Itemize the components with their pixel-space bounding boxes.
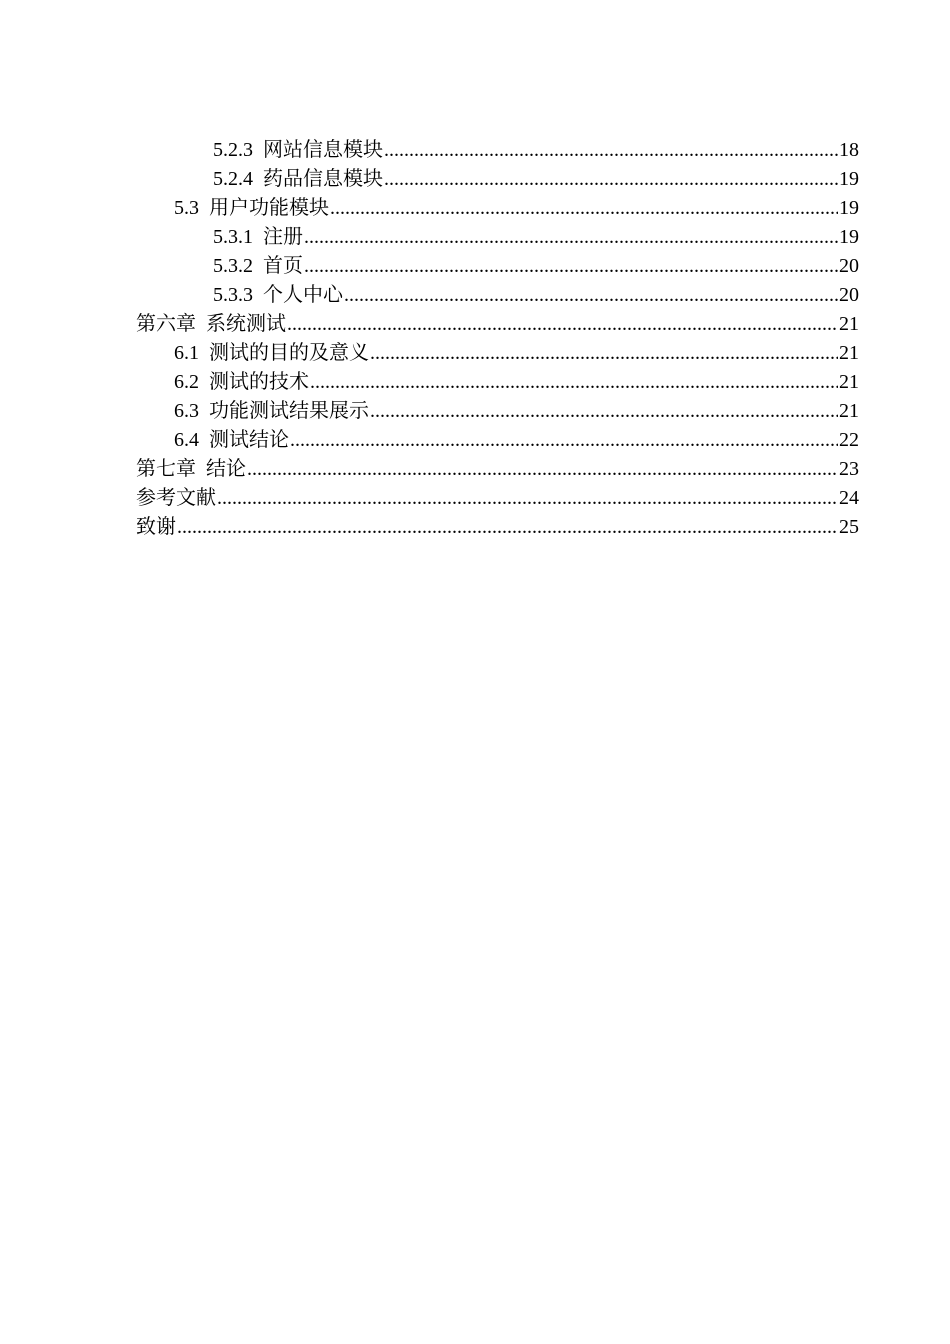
toc-entry-acknowledgements[interactable] [0, 513, 950, 542]
toc-page-number: 19 [839, 168, 859, 190]
toc-entry-title: 5.2.3 网站信息模块 [213, 139, 383, 161]
toc-entry-title: 5.2.4 药品信息模块 [213, 168, 383, 190]
toc-entry-title: 6.3 功能测试结果展示 [174, 400, 369, 422]
toc-dot-leader [384, 136, 838, 165]
toc-page-number: 18 [839, 139, 859, 161]
toc-entry-chapter-6[interactable] [0, 310, 950, 339]
toc-entry-6-4[interactable] [0, 426, 950, 455]
toc-entry-title: 参考文献 [136, 487, 216, 509]
toc-entry-6-3[interactable] [0, 397, 950, 426]
toc-entry-5-2-4[interactable] [0, 165, 950, 194]
toc-entry-5-2-3[interactable] [0, 136, 950, 165]
toc-dot-leader [370, 397, 838, 426]
toc-dot-leader [287, 310, 838, 339]
toc-entry-6-2[interactable] [0, 368, 950, 397]
toc-entry-title: 5.3.2 首页 [213, 255, 303, 277]
toc-page-number: 20 [839, 255, 859, 277]
toc-page-number: 25 [839, 516, 859, 538]
toc-entry-title: 第七章 结论 [136, 458, 246, 480]
toc-entry-5-3[interactable] [0, 194, 950, 223]
toc-entry-title: 5.3.3 个人中心 [213, 284, 343, 306]
toc-entry-title: 5.3 用户功能模块 [174, 197, 329, 219]
toc-page-number: 21 [839, 400, 859, 422]
toc-dot-leader [217, 484, 838, 513]
toc-entry-chapter-7[interactable] [0, 455, 950, 484]
toc-entry-title: 5.3.1 注册 [213, 226, 303, 248]
toc-page-number: 21 [839, 313, 859, 335]
toc-entry-references[interactable] [0, 484, 950, 513]
toc-entry-5-3-2[interactable] [0, 252, 950, 281]
toc-dot-leader [247, 455, 838, 484]
toc-page-number: 19 [839, 197, 859, 219]
toc-dot-leader [370, 339, 838, 368]
toc-dot-leader [290, 426, 838, 455]
toc-entry-title: 6.4 测试结论 [174, 429, 289, 451]
toc-page-number: 22 [839, 429, 859, 451]
toc-entry-6-1[interactable] [0, 339, 950, 368]
table-of-contents [0, 136, 950, 542]
toc-page-number: 24 [839, 487, 859, 509]
toc-entry-title: 6.1 测试的目的及意义 [174, 342, 369, 364]
toc-page-number: 21 [839, 342, 859, 364]
toc-dot-leader [344, 281, 838, 310]
toc-page-number: 23 [839, 458, 859, 480]
toc-dot-leader [310, 368, 838, 397]
toc-entry-5-3-1[interactable] [0, 223, 950, 252]
toc-entry-5-3-3[interactable] [0, 281, 950, 310]
toc-dot-leader [304, 252, 838, 281]
toc-page-number: 19 [839, 226, 859, 248]
toc-dot-leader [304, 223, 838, 252]
toc-dot-leader [384, 165, 838, 194]
toc-entry-title: 致谢 [136, 516, 176, 538]
toc-page-number: 21 [839, 371, 859, 393]
toc-entry-title: 第六章 系统测试 [136, 313, 286, 335]
toc-dot-leader [177, 513, 838, 542]
toc-entry-title: 6.2 测试的技术 [174, 371, 309, 393]
toc-page-number: 20 [839, 284, 859, 306]
toc-dot-leader [330, 194, 838, 223]
